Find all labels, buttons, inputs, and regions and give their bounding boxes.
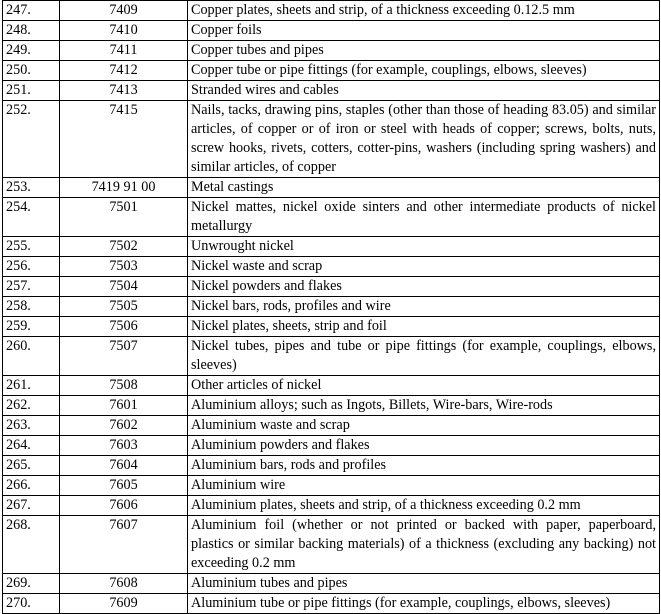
description-cell: Nickel plates, sheets, strip and foil — [188, 317, 660, 337]
description-cell: Copper foils — [188, 21, 660, 41]
serial-number-cell: 260. — [3, 337, 60, 376]
serial-number-cell: 254. — [3, 198, 60, 237]
description-cell: Aluminium plates, sheets and strip, of a thickness exceeding 0.2 mm — [188, 496, 660, 516]
description-cell: Copper tubes and pipes — [188, 41, 660, 61]
table-row — [3, 416, 660, 436]
serial-number-cell: 247. — [3, 1, 60, 21]
hs-code-cell: 7607 — [60, 516, 188, 574]
table-row — [3, 237, 660, 257]
description-cell: Nickel powders and flakes — [188, 277, 660, 297]
serial-number-cell: 253. — [3, 178, 60, 198]
description-cell: Nickel tubes, pipes and tube or pipe fittings (for example, couplings, elbows, sleeves) — [188, 337, 660, 376]
table-row — [3, 81, 660, 101]
hs-code-cell: 7606 — [60, 496, 188, 516]
hs-code-cell: 7605 — [60, 476, 188, 496]
description-cell: Stranded wires and cables — [188, 81, 660, 101]
table-row — [3, 21, 660, 41]
table-row — [3, 476, 660, 496]
hs-code-cell: 7413 — [60, 81, 188, 101]
serial-number-cell: 255. — [3, 237, 60, 257]
description-cell: Aluminium tubes and pipes — [188, 574, 660, 594]
description-cell: Nails, tacks, drawing pins, staples (other than those of heading 83.05) and similar articles, of copper or of iron or steel with heads of copper; screws, bolts, nuts, screw hooks, rivets, cotters, cotter-pins, washers (including spring washers) and similar articles, of copper — [188, 101, 660, 178]
description-cell: Aluminium alloys; such as Ingots, Billets, Wire-bars, Wire-rods — [188, 396, 660, 416]
hs-code-cell: 7415 — [60, 101, 188, 178]
hs-code-cell: 7501 — [60, 198, 188, 237]
hs-code-cell: 7505 — [60, 297, 188, 317]
hs-code-cell: 7602 — [60, 416, 188, 436]
table-row — [3, 178, 660, 198]
table-row — [3, 101, 660, 178]
table-row — [3, 456, 660, 476]
description-cell: Unwrought nickel — [188, 237, 660, 257]
table-row — [3, 317, 660, 337]
table-row — [3, 594, 660, 614]
hs-code-cell: 7508 — [60, 376, 188, 396]
description-cell: Nickel mattes, nickel oxide sinters and other intermediate products of nickel metallurgy — [188, 198, 660, 237]
table-row — [3, 376, 660, 396]
table-row — [3, 396, 660, 416]
description-cell: Aluminium tube or pipe fittings (for example, couplings, elbows, sleeves) — [188, 594, 660, 614]
serial-number-cell: 266. — [3, 476, 60, 496]
serial-number-cell: 257. — [3, 277, 60, 297]
serial-number-cell: 249. — [3, 41, 60, 61]
hs-code-cell: 7409 — [60, 1, 188, 21]
table-row — [3, 277, 660, 297]
description-cell: Copper tube or pipe fittings (for example, couplings, elbows, sleeves) — [188, 61, 660, 81]
table-row — [3, 297, 660, 317]
serial-number-cell: 262. — [3, 396, 60, 416]
serial-number-cell: 248. — [3, 21, 60, 41]
description-cell: Metal castings — [188, 178, 660, 198]
serial-number-cell: 269. — [3, 574, 60, 594]
serial-number-cell: 268. — [3, 516, 60, 574]
serial-number-cell: 250. — [3, 61, 60, 81]
table-row — [3, 436, 660, 456]
serial-number-cell: 252. — [3, 101, 60, 178]
hs-code-cell: 7601 — [60, 396, 188, 416]
hs-code-cell: 7608 — [60, 574, 188, 594]
serial-number-cell: 263. — [3, 416, 60, 436]
serial-number-cell: 256. — [3, 257, 60, 277]
table-row — [3, 41, 660, 61]
serial-number-cell: 258. — [3, 297, 60, 317]
tariff-table-body — [3, 0, 660, 614]
serial-number-cell: 261. — [3, 376, 60, 396]
description-cell: Other articles of nickel — [188, 376, 660, 396]
hs-code-cell: 7504 — [60, 277, 188, 297]
hs-code-cell: 7507 — [60, 337, 188, 376]
table-row — [3, 337, 660, 376]
hs-code-cell: 7506 — [60, 317, 188, 337]
hs-code-cell: 7604 — [60, 456, 188, 476]
hs-code-cell: 7419 91 00 — [60, 178, 188, 198]
description-cell: Aluminium wire — [188, 476, 660, 496]
hs-code-cell: 7609 — [60, 594, 188, 614]
table-row — [3, 574, 660, 594]
description-cell: Nickel bars, rods, profiles and wire — [188, 297, 660, 317]
description-cell: Nickel waste and scrap — [188, 257, 660, 277]
hs-code-cell: 7503 — [60, 257, 188, 277]
serial-number-cell: 251. — [3, 81, 60, 101]
serial-number-cell: 259. — [3, 317, 60, 337]
hs-code-cell: 7412 — [60, 61, 188, 81]
table-row — [3, 1, 660, 21]
hs-code-cell: 7410 — [60, 21, 188, 41]
table-row — [3, 496, 660, 516]
description-cell: Aluminium powders and flakes — [188, 436, 660, 456]
description-cell: Copper plates, sheets and strip, of a thickness exceeding 0.12.5 mm — [188, 1, 660, 21]
tariff-table — [2, 0, 660, 614]
serial-number-cell: 264. — [3, 436, 60, 456]
table-row — [3, 61, 660, 81]
hs-code-cell: 7411 — [60, 41, 188, 61]
description-cell: Aluminium waste and scrap — [188, 416, 660, 436]
description-cell: Aluminium bars, rods and profiles — [188, 456, 660, 476]
description-cell: Aluminium foil (whether or not printed or backed with paper, paperboard, plastics or similar backing materials) of a thickness (excluding any backing) not exceeding 0.2 mm — [188, 516, 660, 574]
serial-number-cell: 267. — [3, 496, 60, 516]
serial-number-cell: 270. — [3, 594, 60, 614]
hs-code-cell: 7502 — [60, 237, 188, 257]
serial-number-cell: 265. — [3, 456, 60, 476]
table-row — [3, 516, 660, 574]
hs-code-cell: 7603 — [60, 436, 188, 456]
table-row — [3, 257, 660, 277]
table-row — [3, 198, 660, 237]
